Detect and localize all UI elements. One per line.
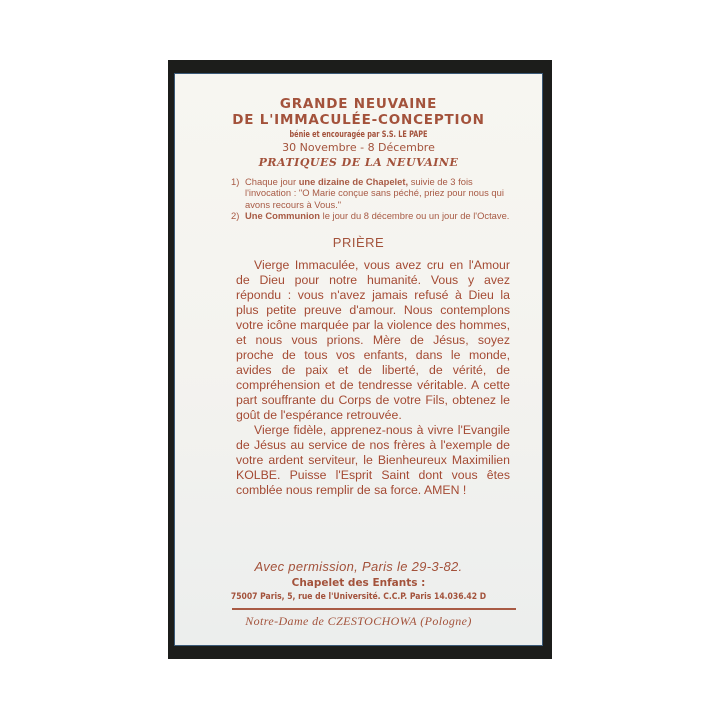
title-line-1: GRANDE NEUVAINE: [279, 96, 438, 112]
practices-title: PRATIQUES DE LA NEUVAINE: [258, 156, 459, 169]
practice-item: 1) Chaque jour une dizaine de Chapelet, suivie de 3 fois l'invocation : "O Marie conçue sans péché, priez pour nous qui avons recours à Vous.": [231, 176, 504, 210]
title-line-2: DE L'IMMACULÉE-CONCEPTION: [232, 112, 485, 128]
prayer-card: [174, 73, 543, 646]
prayer-text: [236, 258, 510, 498]
publisher-address: 75007 Paris, 5, rue de l'Université. C.C.P. Paris 14.036.42 D: [230, 592, 487, 602]
practices-list: [231, 176, 515, 221]
divider: [232, 608, 516, 610]
novena-dates: 30 Novembre - 8 Décembre: [282, 141, 435, 154]
permission-line: Avec permission, Paris le 29-3-82.: [254, 559, 463, 574]
blessing-line: bénie et encouragée par S.S. LE PAPE: [289, 130, 428, 140]
publisher-name: Chapelet des Enfants :: [291, 577, 426, 589]
prayer-paragraph-2: Vierge fidèle, apprenez-nous à vivre l'Evangile de Jésus au service de nos frères à l'exemple de votre ardent serviteur, le Bienheureux Maximilien KOLBE. Puisse l'Esprit Saint dont vous êtes comblée nous remplir de sa force. AMEN !: [236, 423, 510, 497]
image-caption: Notre-Dame de CZESTOCHOWA (Pologne): [245, 614, 472, 628]
prayer-title: PRIÈRE: [332, 235, 385, 250]
prayer-paragraph-1: Vierge Immaculée, vous avez cru en l'Amour de Dieu pour notre humanité. Vous y avez répondu : vous n'avez jamais refusé à Dieu la plus petite preuve d'amour. Nous contemplons votre icône marquée par la violence des hommes, et nous vous prions. Mère de Jésus, soyez proche de tous vos enfants, dans le monde, avides de paix et de liberté, de vérité, de compréhension et de tendresse véritable. A cette part souffrante du Corps de votre Fils, obtenez le goût de l'espérance retrouvée.: [236, 258, 510, 422]
practice-item: 2) Une Communion le jour du 8 décembre ou un jour de l'Octave.: [231, 209, 510, 221]
